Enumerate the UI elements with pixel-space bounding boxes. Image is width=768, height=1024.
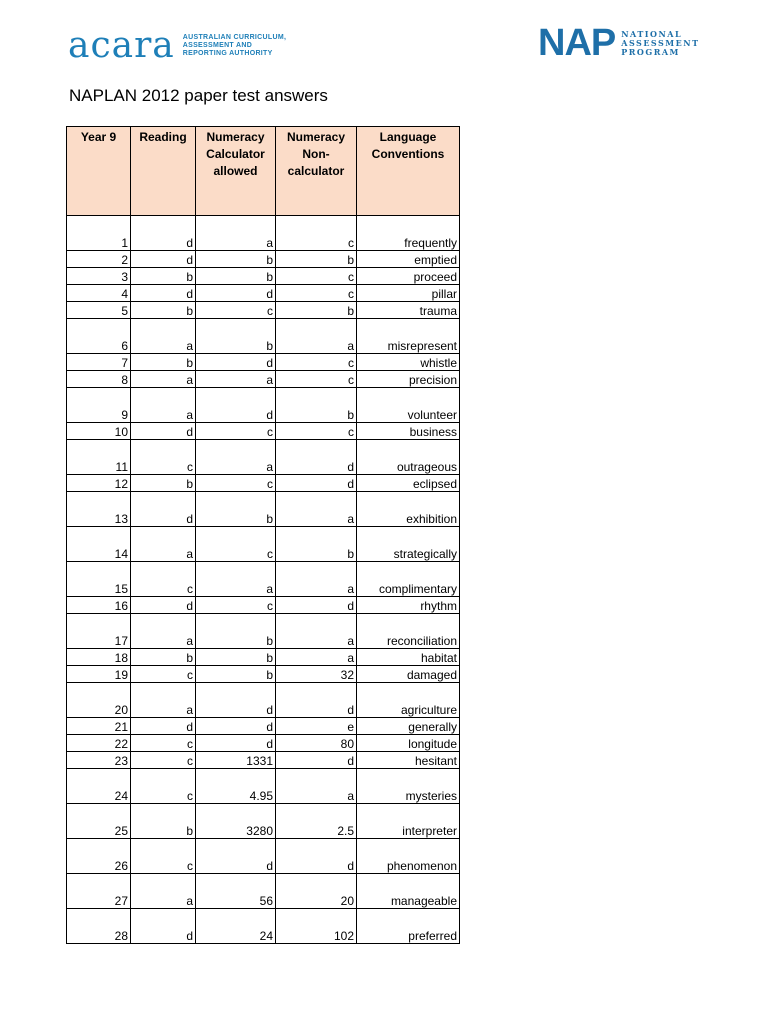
language-conventions-answer: trauma [357, 302, 460, 319]
question-number: 14 [67, 527, 131, 562]
numeracy-calculator-answer: b [196, 649, 276, 666]
question-number: 11 [67, 440, 131, 475]
language-conventions-answer: mysteries [357, 769, 460, 804]
reading-answer: b [131, 475, 196, 492]
reading-answer: a [131, 527, 196, 562]
language-conventions-answer: emptied [357, 251, 460, 268]
question-number: 3 [67, 268, 131, 285]
table-row [67, 354, 460, 371]
language-conventions-answer: misrepresent [357, 319, 460, 354]
reading-answer: b [131, 268, 196, 285]
language-conventions-answer: proceed [357, 268, 460, 285]
numeracy-non-calculator-answer: d [276, 683, 357, 718]
numeracy-non-calculator-answer: a [276, 319, 357, 354]
question-number: 18 [67, 649, 131, 666]
numeracy-calculator-answer: c [196, 475, 276, 492]
numeracy-non-calculator-answer: c [276, 216, 357, 251]
nap-logo-line: NATIONAL [621, 28, 683, 39]
reading-answer: d [131, 285, 196, 302]
table-row [67, 302, 460, 319]
numeracy-non-calculator-answer: b [276, 251, 357, 268]
answers-table-body [67, 216, 460, 944]
numeracy-non-calculator-answer: 102 [276, 909, 357, 944]
numeracy-non-calculator-answer: a [276, 562, 357, 597]
numeracy-non-calculator-answer: c [276, 354, 357, 371]
nap-logo-line: PROGRAM [621, 46, 680, 57]
table-row [67, 683, 460, 718]
language-conventions-answer: phenomenon [357, 839, 460, 874]
question-number: 9 [67, 388, 131, 423]
acara-logo-word: acara [68, 25, 175, 66]
numeracy-non-calculator-answer: 2.5 [276, 804, 357, 839]
question-number: 12 [67, 475, 131, 492]
language-conventions-answer: preferred [357, 909, 460, 944]
numeracy-calculator-answer: 3280 [196, 804, 276, 839]
column-header-numeracy-calculator: Numeracy Calculator allowed [196, 127, 276, 216]
language-conventions-answer: complimentary [357, 562, 460, 597]
table-row [67, 804, 460, 839]
numeracy-calculator-answer: a [196, 562, 276, 597]
reading-answer: c [131, 562, 196, 597]
numeracy-calculator-answer: d [196, 354, 276, 371]
language-conventions-answer: strategically [357, 527, 460, 562]
numeracy-non-calculator-answer: d [276, 839, 357, 874]
numeracy-calculator-answer: c [196, 597, 276, 614]
numeracy-calculator-answer: d [196, 285, 276, 302]
numeracy-non-calculator-answer: a [276, 614, 357, 649]
language-conventions-answer: interpreter [357, 804, 460, 839]
table-row [67, 562, 460, 597]
question-number: 19 [67, 666, 131, 683]
numeracy-calculator-answer: b [196, 268, 276, 285]
nap-logo-line: ASSESSMENT [621, 37, 700, 48]
language-conventions-answer: rhythm [357, 597, 460, 614]
acara-logo-subtitle [183, 34, 293, 58]
numeracy-calculator-answer: b [196, 614, 276, 649]
reading-answer: c [131, 735, 196, 752]
numeracy-non-calculator-answer: c [276, 268, 357, 285]
numeracy-non-calculator-answer: 32 [276, 666, 357, 683]
language-conventions-answer: longitude [357, 735, 460, 752]
table-row [67, 527, 460, 562]
reading-answer: c [131, 752, 196, 769]
question-number: 1 [67, 216, 131, 251]
language-conventions-answer: precision [357, 371, 460, 388]
question-number: 25 [67, 804, 131, 839]
table-row [67, 839, 460, 874]
reading-answer: c [131, 440, 196, 475]
language-conventions-answer: habitat [357, 649, 460, 666]
language-conventions-answer: exhibition [357, 492, 460, 527]
numeracy-non-calculator-answer: c [276, 285, 357, 302]
numeracy-calculator-answer: c [196, 527, 276, 562]
nap-logo-subtitle [621, 30, 699, 57]
column-header-year: Year 9 [67, 127, 131, 216]
reading-answer: d [131, 718, 196, 735]
table-row [67, 285, 460, 302]
acara-logo-line: ASSESSMENT AND [182, 42, 253, 49]
reading-answer: d [131, 597, 196, 614]
numeracy-calculator-answer: d [196, 388, 276, 423]
nap-logo [538, 24, 700, 62]
numeracy-calculator-answer: d [196, 683, 276, 718]
numeracy-calculator-answer: a [196, 371, 276, 388]
acara-logo-line: REPORTING AUTHORITY [182, 50, 273, 57]
table-row [67, 718, 460, 735]
acara-logo-line: AUSTRALIAN CURRICULUM, [182, 34, 287, 41]
numeracy-calculator-answer: d [196, 718, 276, 735]
reading-answer: b [131, 649, 196, 666]
question-number: 20 [67, 683, 131, 718]
numeracy-non-calculator-answer: b [276, 527, 357, 562]
reading-answer: a [131, 614, 196, 649]
numeracy-non-calculator-answer: a [276, 649, 357, 666]
table-row [67, 423, 460, 440]
numeracy-calculator-answer: c [196, 302, 276, 319]
table-row [67, 649, 460, 666]
table-row [67, 388, 460, 423]
question-number: 4 [67, 285, 131, 302]
question-number: 16 [67, 597, 131, 614]
numeracy-calculator-answer: d [196, 839, 276, 874]
page-header [0, 0, 768, 80]
answers-table-header [67, 127, 460, 216]
question-number: 13 [67, 492, 131, 527]
question-number: 7 [67, 354, 131, 371]
numeracy-non-calculator-answer: e [276, 718, 357, 735]
table-row [67, 216, 460, 251]
numeracy-calculator-answer: d [196, 735, 276, 752]
question-number: 27 [67, 874, 131, 909]
numeracy-calculator-answer: c [196, 423, 276, 440]
question-number: 26 [67, 839, 131, 874]
language-conventions-answer: whistle [357, 354, 460, 371]
numeracy-non-calculator-answer: a [276, 492, 357, 527]
question-number: 17 [67, 614, 131, 649]
question-number: 10 [67, 423, 131, 440]
question-number: 2 [67, 251, 131, 268]
page-title: NAPLAN 2012 paper test answers [69, 86, 328, 105]
numeracy-non-calculator-answer: d [276, 440, 357, 475]
table-row [67, 614, 460, 649]
numeracy-calculator-answer: b [196, 492, 276, 527]
table-row [67, 492, 460, 527]
question-number: 28 [67, 909, 131, 944]
numeracy-non-calculator-answer: c [276, 371, 357, 388]
numeracy-non-calculator-answer: b [276, 388, 357, 423]
numeracy-non-calculator-answer: d [276, 475, 357, 492]
language-conventions-answer: pillar [357, 285, 460, 302]
numeracy-calculator-answer: b [196, 666, 276, 683]
numeracy-calculator-answer: 56 [196, 874, 276, 909]
table-row [67, 735, 460, 752]
numeracy-calculator-answer: a [196, 216, 276, 251]
table-row [67, 769, 460, 804]
reading-answer: d [131, 251, 196, 268]
reading-answer: a [131, 319, 196, 354]
column-header-language-conventions: Language Conventions [357, 127, 460, 216]
language-conventions-answer: generally [357, 718, 460, 735]
table-row [67, 268, 460, 285]
reading-answer: b [131, 804, 196, 839]
numeracy-non-calculator-answer: 80 [276, 735, 357, 752]
reading-answer: c [131, 666, 196, 683]
table-row [67, 440, 460, 475]
language-conventions-answer: hesitant [357, 752, 460, 769]
reading-answer: d [131, 492, 196, 527]
reading-answer: d [131, 423, 196, 440]
table-row [67, 909, 460, 944]
question-number: 6 [67, 319, 131, 354]
table-row [67, 319, 460, 354]
reading-answer: a [131, 388, 196, 423]
table-row [67, 475, 460, 492]
column-header-numeracy-non-calculator: Numeracy Non-calculator [276, 127, 357, 216]
reading-answer: d [131, 909, 196, 944]
numeracy-calculator-answer: 24 [196, 909, 276, 944]
language-conventions-answer: volunteer [357, 388, 460, 423]
table-row [67, 874, 460, 909]
reading-answer: b [131, 302, 196, 319]
language-conventions-answer: agriculture [357, 683, 460, 718]
numeracy-non-calculator-answer: d [276, 597, 357, 614]
numeracy-non-calculator-answer: c [276, 423, 357, 440]
numeracy-non-calculator-answer: 20 [276, 874, 357, 909]
question-number: 23 [67, 752, 131, 769]
table-row [67, 371, 460, 388]
language-conventions-answer: damaged [357, 666, 460, 683]
language-conventions-answer: frequently [357, 216, 460, 251]
reading-answer: a [131, 371, 196, 388]
reading-answer: c [131, 839, 196, 874]
reading-answer: d [131, 216, 196, 251]
reading-answer: b [131, 354, 196, 371]
language-conventions-answer: manageable [357, 874, 460, 909]
question-number: 21 [67, 718, 131, 735]
table-row [67, 251, 460, 268]
numeracy-calculator-answer: b [196, 251, 276, 268]
numeracy-non-calculator-answer: b [276, 302, 357, 319]
question-number: 24 [67, 769, 131, 804]
numeracy-non-calculator-answer: a [276, 769, 357, 804]
numeracy-calculator-answer: b [196, 319, 276, 354]
reading-answer: c [131, 769, 196, 804]
numeracy-calculator-answer: a [196, 440, 276, 475]
language-conventions-answer: reconciliation [357, 614, 460, 649]
numeracy-non-calculator-answer: d [276, 752, 357, 769]
table-row [67, 597, 460, 614]
question-number: 15 [67, 562, 131, 597]
reading-answer: a [131, 683, 196, 718]
question-number: 5 [67, 302, 131, 319]
acara-logo [68, 25, 293, 66]
column-header-reading: Reading [131, 127, 196, 216]
reading-answer: a [131, 874, 196, 909]
nap-logo-word: NAP [538, 22, 616, 64]
answers-table [66, 126, 460, 944]
numeracy-calculator-answer: 4.95 [196, 769, 276, 804]
header-row [67, 127, 460, 216]
table-row [67, 752, 460, 769]
language-conventions-answer: business [357, 423, 460, 440]
question-number: 8 [67, 371, 131, 388]
language-conventions-answer: eclipsed [357, 475, 460, 492]
table-row [67, 666, 460, 683]
numeracy-calculator-answer: 1331 [196, 752, 276, 769]
language-conventions-answer: outrageous [357, 440, 460, 475]
question-number: 22 [67, 735, 131, 752]
